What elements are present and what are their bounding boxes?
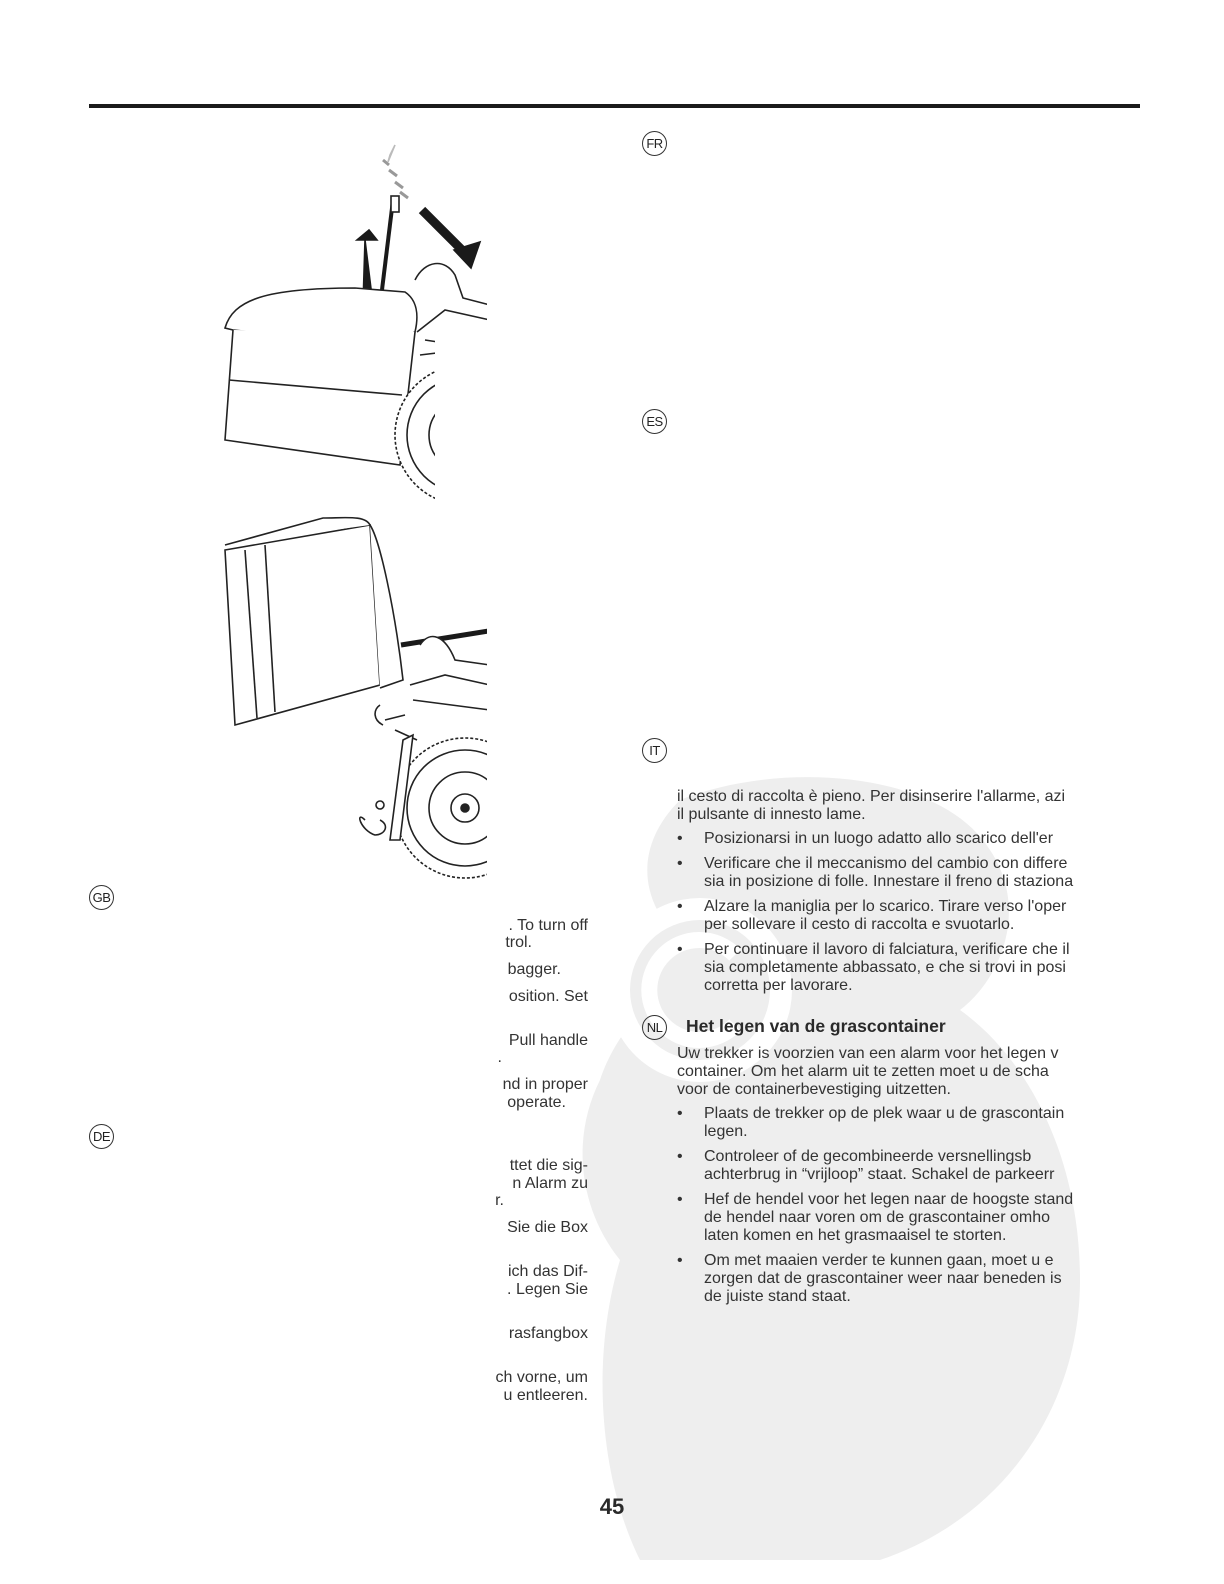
de-text-line: . Legen Sie	[507, 1281, 588, 1298]
list-item-line: de juiste stand staat.	[704, 1288, 851, 1305]
list-item	[677, 1191, 1117, 1245]
bullet-icon: •	[677, 1191, 683, 1208]
bullet-icon: •	[677, 1105, 683, 1122]
it-bullet-list	[677, 830, 1117, 995]
gb-text-line: Pull handle	[508, 1032, 588, 1049]
lang-badge-fr: FR	[642, 131, 667, 156]
de-text-line: ich das Dif-	[507, 1263, 588, 1280]
list-item-line: sia completamente abbassato, e che si trovi in posi	[704, 959, 1066, 976]
de-text-line: r.	[495, 1192, 504, 1209]
bullet-icon: •	[677, 830, 683, 847]
lang-badge-gb: GB	[89, 885, 114, 910]
lang-badge-nl: NL	[642, 1015, 667, 1040]
list-item-line: achterbrug in “vrijloop” staat. Schakel de parkeerr	[704, 1166, 1055, 1183]
it-intro-line: il pulsante di innesto lame.	[677, 806, 866, 823]
list-item-line: per sollevare il cesto di raccolta e svuotarlo.	[704, 916, 1015, 933]
it-intro-line: il cesto di raccolta è pieno. Per disinserire l'allarme, azi	[677, 788, 1066, 805]
list-item	[677, 1252, 1117, 1306]
bullet-icon: •	[677, 1148, 683, 1165]
list-item	[677, 1105, 1117, 1141]
list-item	[677, 855, 1117, 891]
list-item	[677, 830, 1117, 848]
list-item-line: Per continuare il lavoro di falciatura, verificare che il	[704, 941, 1070, 958]
list-item-line: Alzare la maniglia per lo scarico. Tirare verso l'oper	[704, 898, 1067, 915]
list-item	[677, 898, 1117, 934]
list-item-line: Plaats de trekker op de plek waar u de grascontain	[704, 1105, 1065, 1122]
nl-intro-line: Uw trekker is voorzien van een alarm voor het legen v	[677, 1045, 1059, 1062]
list-item-line: corretta per lavorare.	[704, 977, 853, 994]
list-item-line: Om met maaien verder te kunnen gaan, moet u e	[704, 1252, 1054, 1269]
lang-badge-es: ES	[642, 409, 667, 434]
gb-text-line: osition. Set	[508, 988, 588, 1005]
nl-bullet-list	[677, 1105, 1117, 1306]
list-item-line: sia in posizione di folle. Innestare il freno di staziona	[704, 873, 1074, 890]
bullet-icon: •	[677, 1252, 683, 1269]
de-text-line: ch vorne, um	[495, 1369, 588, 1386]
bullet-icon: •	[677, 941, 683, 958]
list-item-line: zorgen dat de grascontainer weer naar beneden is	[704, 1270, 1062, 1287]
nl-section	[677, 1045, 1117, 1313]
list-item-line: laten komen en het grasmaaisel te storten.	[704, 1227, 1007, 1244]
list-item-line: Hef de hendel voor het legen naar de hoogste stand	[704, 1191, 1074, 1208]
lang-badge-de: DE	[89, 1124, 114, 1149]
de-text-line: ttet die sig-	[509, 1157, 588, 1174]
gb-text-line: bagger.	[507, 961, 561, 978]
nl-section-heading: Het legen van de grascontainer	[686, 1016, 946, 1036]
gb-text-line: operate.	[507, 1094, 566, 1111]
list-item-line: de hendel naar voren om de grascontainer omho	[704, 1209, 1050, 1226]
page-number: 45	[599, 1494, 625, 1519]
gb-text-line: . To turn off	[508, 917, 588, 934]
bullet-icon: •	[677, 898, 683, 915]
bullet-icon: •	[677, 855, 683, 872]
list-item-line: Posizionarsi in un luogo adatto allo scarico dell'er	[704, 830, 1054, 847]
gb-text-line: trol.	[505, 934, 532, 951]
gb-text-line: nd in proper	[502, 1076, 588, 1093]
list-item-line: legen.	[704, 1123, 748, 1140]
de-text-line: rasfangbox	[508, 1325, 588, 1342]
de-text-line: Sie die Box	[507, 1219, 588, 1236]
de-text-line: n Alarm zu	[512, 1175, 588, 1192]
list-item	[677, 941, 1117, 995]
list-item-line: Controleer of de gecombineerde versnellingsb	[704, 1148, 1032, 1165]
header-rule	[89, 104, 1140, 108]
de-text-line: u entleeren.	[503, 1387, 588, 1404]
nl-intro-line: voor de containerbevestiging uitzetten.	[677, 1081, 951, 1098]
list-item	[677, 1148, 1117, 1184]
lang-badge-it: IT	[642, 738, 667, 763]
nl-intro-line: container. Om het alarm uit te zetten moet u de scha	[677, 1063, 1049, 1080]
list-item-line: Verificare che il meccanismo del cambio con differe	[704, 855, 1068, 872]
it-section	[677, 788, 1117, 1002]
tractor-bagger-illustration	[205, 140, 495, 880]
gb-text-line: .	[497, 1049, 502, 1066]
